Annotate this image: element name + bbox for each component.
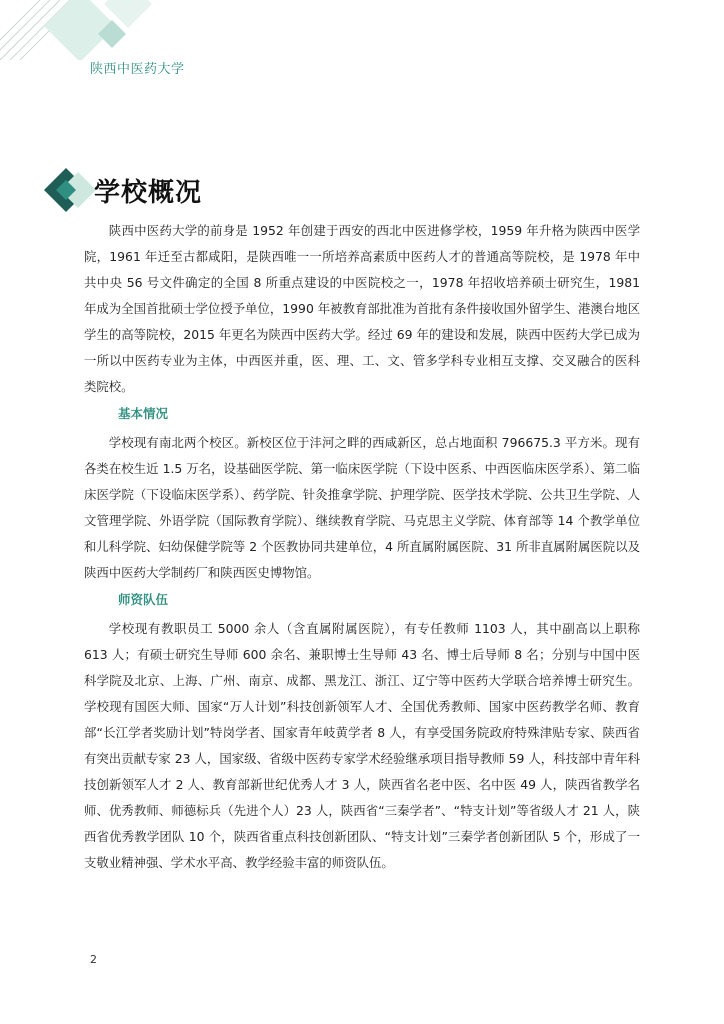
page-number: 2	[90, 953, 97, 966]
basic-heading: 基本情况	[118, 406, 169, 421]
corner-decoration	[0, 0, 160, 60]
intro-paragraph: 陕西中医药大学的前身是 1952 年创建于西安的西北中医进修学校，1959 年升格为陕西中医学院，1961 年迁至古都咸阳，是陕西唯一一所培养高素质中医药人才的普通高等院校，是 1978 年中共中央 56 号文件确定的全国 8 所重点建设的中医院校之一，1978 年招收培养硕士研究生，1981 年成为全国首批硕士学位授予单位，1990 年被教育部批准为首批有条件接收国外留学生、港澳台地区学生的高等院校，2015 年更名为陕西中医药大学。经过 69 年的建设和发展，陕西中医药大学已成为一所以中医药专业为主体，中西医并重，医、理、工、文、管多学科专业相互支撑、交叉融合的医科类院校。	[84, 223, 640, 394]
basic-paragraph: 学校现有南北两个校区。新校区位于沣河之畔的西咸新区，总占地面积 796675.3 平方米。现有各类在校生近 1.5 万名，设基础医学院、第一临床医学院（下设中医系、中西医临床医学系）、第二临床医学院（下设临床医学系）、药学院、针灸推拿学院、护理学院、医学技术学院、公共卫生学院、人文管理学院、外语学院（国际教育学院）、继续教育学院、马克思主义学院、体育部等 14 个教学单位和儿科学院、妇幼保健学院等 2 个医教协同共建单位，4 所直属附属医院、31 所非直属附属医院以及陕西中医药大学制药厂和陕西医史博物馆。	[84, 435, 640, 580]
section-heading	[38, 166, 238, 216]
header-title: 陕西中医药大学	[90, 62, 185, 77]
faculty-heading: 师资队伍	[118, 592, 169, 607]
faculty-paragraph: 学校现有教职员工 5000 余人（含直属附属医院），有专任教师 1103 人，其中副高以上职称 613 人；有硕士研究生导师 600 余名、兼职博士生导师 43 名、博士后导师 8 名；分别与中国中医科学院及北京、上海、广州、南京、成都、黑龙江、浙江、辽宁等中医药大学联合培养博士研究生。学校现有国医大师、国家“万人计划”科技创新领军人才、全国优秀教师、国家中医药教学名师、教育部“长江学者奖励计划”特岗学者、国家青年岐黄学者 8 人，有享受国务院政府特殊津贴专家、陕西省有突出贡献专家 23 人，国家级、省级中医药专家学术经验继承项目指导教师 59 人，科技部中青年科技创新领军人才 2 人、教育部新世纪优秀人才 3 人，陕西省名老中医、名中医 49 人，陕西省教学名师、优秀教师、师德标兵（先进个人）23 人，陕西省“三秦学者”、“特支计划”等省级人才 21 人，陕西省优秀教学团队 10 个，陕西省重点科技创新团队、“特支计划”三秦学者创新团队 5 个，形成了一支敬业精神强、学术水平高、教学经验丰富的师资队伍。	[84, 621, 640, 870]
section-title: 学校概况	[94, 178, 203, 208]
